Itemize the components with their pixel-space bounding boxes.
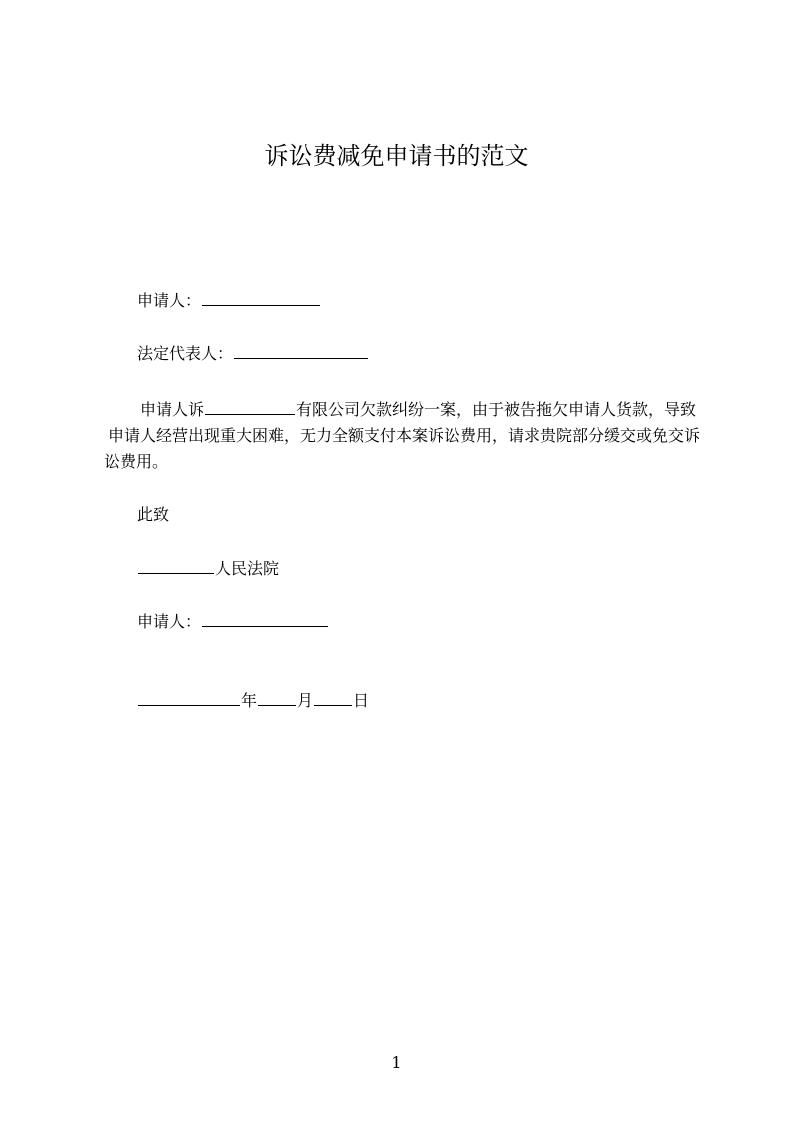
court-suffix: 人民法院	[215, 559, 280, 578]
body-line-2: 申请人经营出现重大困难，无力全额支付本案诉讼费用，请求贵院部分缓交或免交诉	[108, 426, 701, 445]
body-paragraph	[104, 397, 700, 475]
applicant-line	[137, 290, 321, 312]
body-line-1	[104, 397, 700, 423]
month-label: 月	[297, 691, 314, 710]
applicant-label: 申请人：	[137, 291, 202, 310]
signature-blank	[202, 611, 328, 627]
body-line-3: 讼费用。	[104, 452, 169, 471]
legal-rep-line	[137, 343, 369, 365]
year-blank	[138, 690, 240, 706]
court-blank	[138, 558, 214, 574]
body-line1-rest: 有限公司欠款纠纷一案，由于被告拖欠申请人货款，导致	[296, 400, 697, 419]
month-blank	[258, 690, 296, 706]
document-title: 诉讼费减免申请书的范文	[264, 142, 529, 170]
defendant-blank	[205, 399, 295, 415]
body-prefix: 申请人诉	[140, 400, 205, 419]
signature-line	[137, 611, 329, 633]
legal-rep-label: 法定代表人：	[137, 344, 234, 363]
page-number: 1	[391, 1053, 402, 1072]
legal-rep-blank	[234, 343, 368, 359]
court-line	[137, 558, 279, 580]
year-label: 年	[241, 691, 258, 710]
date-line	[137, 690, 369, 712]
signature-label: 申请人：	[137, 612, 202, 631]
applicant-blank	[202, 290, 320, 306]
salutation: 此致	[137, 505, 170, 524]
day-label: 日	[353, 691, 370, 710]
day-blank	[314, 690, 352, 706]
